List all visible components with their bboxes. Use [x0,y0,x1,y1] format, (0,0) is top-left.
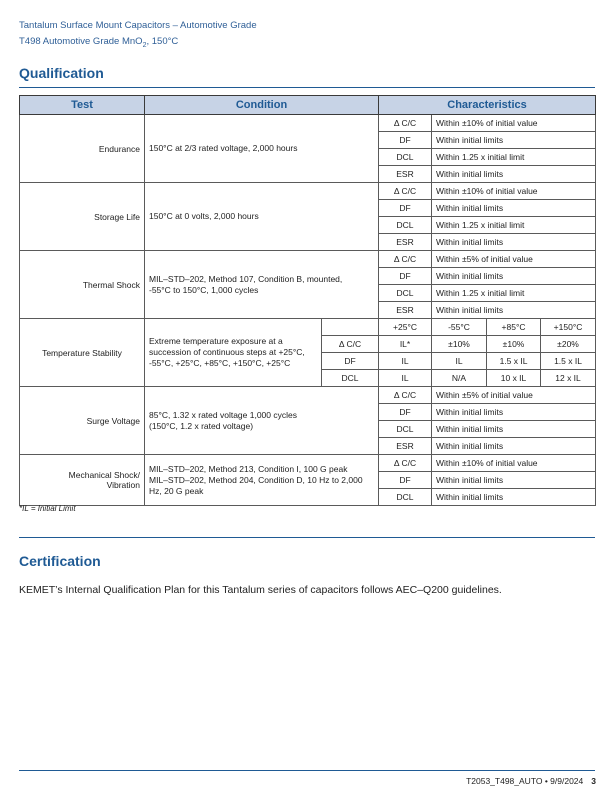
char-label: DF [379,268,432,285]
temp-value: IL* [379,336,432,353]
header-line2 [19,36,178,49]
test-thermal-shock: Thermal Shock [20,251,145,319]
table-row [20,183,596,200]
condition-mechanical-shock [145,455,379,506]
char-label: DCL [379,421,432,438]
condition-line: MIL–STD–202, Method 107, Condition B, mounted, [149,273,343,284]
char-value: Within ±5% of initial value [432,251,596,268]
char-label: DF [379,132,432,149]
temp-header: +150°C [541,319,596,336]
char-value: Within initial limits [432,234,596,251]
char-value: Within initial limits [432,438,596,455]
char-label: DCL [379,217,432,234]
temp-value: ±20% [541,336,596,353]
char-value: Within 1.25 x initial limit [432,217,596,234]
condition-line: succession of continuous steps at +25°C, [149,347,305,357]
test-endurance: Endurance [20,115,145,183]
condition-line: -55°C to 150°C, 1,000 cycles [149,284,259,295]
char-label: DCL [379,285,432,302]
temp-value: 10 x IL [487,370,541,387]
char-value: Within 1.25 x initial limit [432,285,596,302]
table-row [20,387,596,404]
char-value: Within initial limits [432,268,596,285]
char-value: Within initial limits [432,421,596,438]
char-label: DCL [322,370,379,387]
test-storage-life: Storage Life [20,183,145,251]
condition-endurance: 150°C at 2/3 rated voltage, 2,000 hours [145,115,379,183]
char-value: Within ±10% of initial value [432,115,596,132]
char-value: Within initial limits [432,404,596,421]
temp-header: +25°C [379,319,432,336]
table-row [20,319,596,336]
temp-value: N/A [432,370,487,387]
temp-header: -55°C [432,319,487,336]
char-label: DF [379,200,432,217]
footer-doc-id: T2053_T498_AUTO • 9/9/2024 [466,776,584,786]
char-value: Within initial limits [432,489,596,506]
condition-line: -55°C, +25°C, +85°C, +150°C, +25°C [149,358,291,368]
temp-value: ±10% [487,336,541,353]
table-row [20,115,596,132]
condition-line: MIL–STD–202, Method 213, Condition I, 100 G peak [149,463,348,474]
certification-rule [19,537,595,538]
char-label: Δ C/C [379,183,432,200]
char-label: ESR [379,234,432,251]
condition-temperature-stability [145,319,322,387]
page-number: 3 [591,776,596,786]
condition-line: Hz, 20 G peak [149,485,204,496]
temp-header: +85°C [487,319,541,336]
char-label: DCL [379,489,432,506]
condition-line: 85°C, 1.32 x rated voltage 1,000 cycles [149,409,297,420]
table-row [20,455,596,472]
test-mechanical-shock [20,455,145,506]
char-value: Within ±10% of initial value [432,455,596,472]
char-label: DCL [379,149,432,166]
condition-line: MIL–STD–202, Method 204, Condition D, 10 Hz to 2,000 [149,474,363,485]
certification-title: Certification [19,553,101,569]
char-label: ESR [379,166,432,183]
temp-value: ±10% [432,336,487,353]
header-line2-tail: , 150°C [146,36,179,47]
char-value: Within ±5% of initial value [432,387,596,404]
char-label: Δ C/C [379,115,432,132]
char-label: Δ C/C [379,387,432,404]
blank-cell [322,319,379,336]
header-test: Test [20,96,145,115]
char-label: Δ C/C [379,251,432,268]
temp-value: 12 x IL [541,370,596,387]
test-temperature-stability: Temperature Stability [20,319,145,387]
footer-rule [19,770,595,771]
condition-thermal-shock [145,251,379,319]
temp-value: IL [379,353,432,370]
char-label: Δ C/C [379,455,432,472]
page-footer [466,776,596,786]
char-label: DF [379,472,432,489]
test-line: Vibration [106,480,140,490]
qualification-title: Qualification [19,65,104,81]
temp-value: 1.5 x IL [487,353,541,370]
condition-line: Extreme temperature exposure at a [149,336,283,346]
char-label: ESR [379,302,432,319]
temp-value: IL [432,353,487,370]
header-condition: Condition [145,96,379,115]
header-line2-sub: 2 [142,41,147,49]
table-row [20,251,596,268]
temp-value: IL [379,370,432,387]
char-value: Within initial limits [432,472,596,489]
header-line2-main: T498 Automotive Grade MnO [19,36,143,47]
footnote: *IL = Initial Limit [19,504,76,513]
test-line: Mechanical Shock/ [68,470,140,480]
temp-value: 1.5 x IL [541,353,596,370]
condition-surge-voltage [145,387,379,455]
char-value: Within ±10% of initial value [432,183,596,200]
condition-storage-life: 150°C at 0 volts, 2,000 hours [145,183,379,251]
char-label: Δ C/C [322,336,379,353]
char-label: DF [379,404,432,421]
char-value: Within initial limits [432,302,596,319]
char-value: Within 1.25 x initial limit [432,149,596,166]
char-value: Within initial limits [432,166,596,183]
table-header-row [20,96,596,115]
char-value: Within initial limits [432,200,596,217]
qualification-table [19,95,596,506]
header-characteristics: Characteristics [379,96,596,115]
test-surge-voltage: Surge Voltage [20,387,145,455]
qualification-rule [19,87,595,88]
certification-text: KEMET’s Internal Qualification Plan for this Tantalum series of capacitors follows AEC–Q200 guidelines. [19,584,502,596]
header-line1: Tantalum Surface Mount Capacitors – Automotive Grade [19,20,257,31]
char-value: Within initial limits [432,132,596,149]
char-label: ESR [379,438,432,455]
char-label: DF [322,353,379,370]
condition-line: (150°C, 1.2 x rated voltage) [149,420,254,431]
